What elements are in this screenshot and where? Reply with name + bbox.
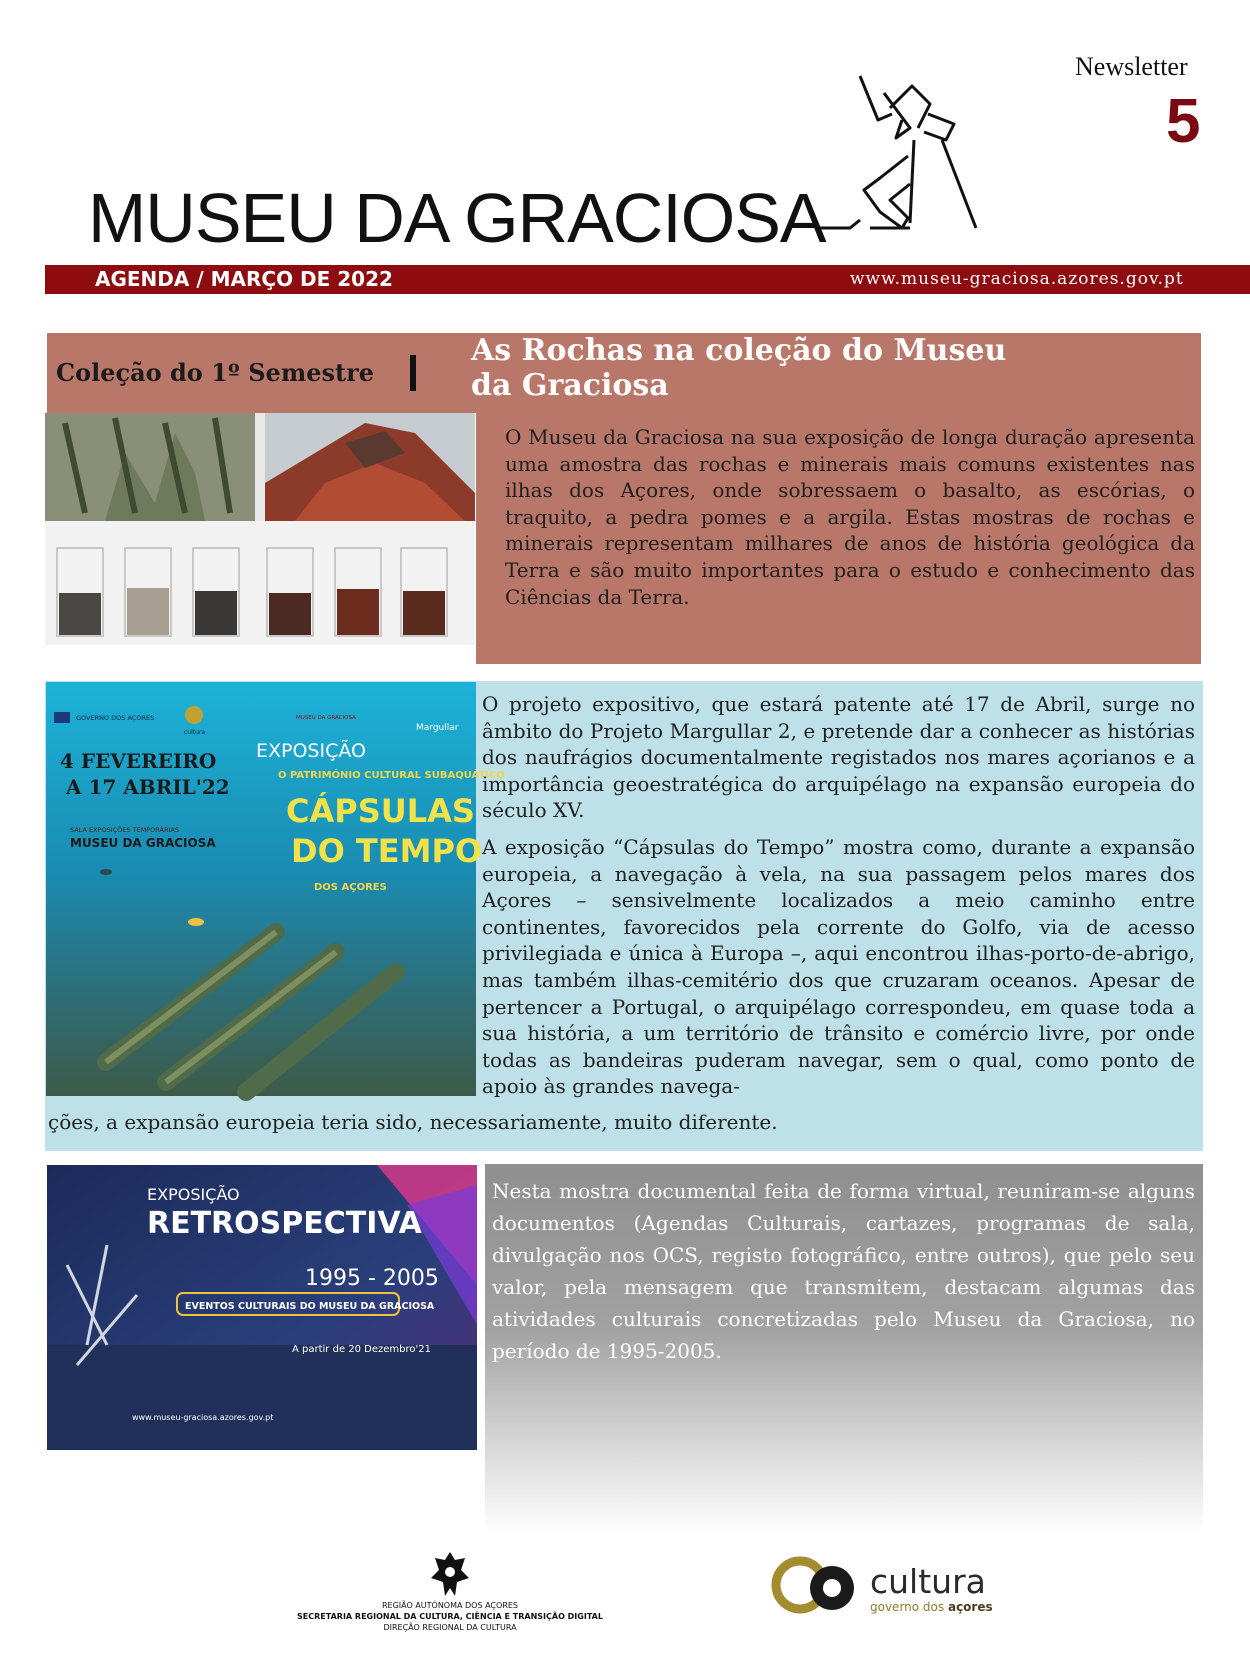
collection-label: Coleção do 1º Semestre <box>56 358 374 387</box>
rocks-photo <box>45 413 475 645</box>
poster-venue: MUSEU DA GRACIOSA <box>70 836 216 850</box>
exhibition-paragraph-tail: ções, a expansão europeia teria sido, necessariamente, muito diferente. <box>48 1110 778 1134</box>
retro-from: A partir de 20 Dezembro'21 <box>292 1344 432 1355</box>
poster-museu-small: MUSEU DA GRACIOSA <box>296 715 356 721</box>
poster-margullar: Margullar <box>416 723 459 733</box>
poster-arc-top: O PATRIMÓNIO CULTURAL SUBAQUÁTICO <box>278 770 505 781</box>
footer-line-1: REGIÃO AUTÓNOMA DOS AÇORES <box>381 1601 519 1610</box>
cultura-subtitle <box>870 1600 993 1614</box>
exhibition-paragraph-2: A exposição “Cápsulas do Tempo” mostra como, durante a expansão europeia, a navegação à vela, na sua passagem pelos mares dos Açores – sensivelmente localizados a meio caminho entre continentes, favorecidos pela corrente do Golfo, via de acesso privilegiada e única à Europa –, aqui encontrou ilhas-porto-de-abrigo, mas também ilhas-cemitério dos que cruzaram oceanos. Apesar de pertencer a Portugal, o arquipélago correspondeu, em quase toda a sua história, a um território de trânsito e comércio livre, por onde todas as bandeiras puderam navegar, sem o qual, como ponto de apoio às grandes navega- <box>482 834 1195 1099</box>
capsulas-poster <box>46 682 505 1096</box>
retrospective-description: Nesta mostra documental feita de forma virtual, reuniram-se alguns documentos (Agendas Culturais, cartazes, programas de sala, divulgação nos OCS, registo fotográfico, entre outros), que pelo seu valor, pela mensagem que transmitem, destacam algumas das atividades culturais concretizadas pelo Museu da Graciosa, no período de 1995-2005. <box>492 1179 1195 1363</box>
retro-title: RETROSPECTIVA <box>147 1206 422 1241</box>
exhibition-paragraph-1: O projeto expositivo, que estará patente até 17 de Abril, surge no âmbito do Projeto Margullar 2, e pretende dar a conhecer as histórias dos naufrágios documentalmente registados nos mares açorianos e a importância geoestratégica do arquipélago na expansão europeia do século XV. <box>482 692 1195 823</box>
poster-date1: 4 FEVEREIRO <box>60 749 217 773</box>
poster-gov: GOVERNO DOS AÇORES <box>76 714 155 722</box>
footer-line-3: DIREÇÃO REGIONAL DA CULTURA <box>383 1623 517 1632</box>
page-title: MUSEU DA GRACIOSA <box>88 179 826 257</box>
agenda-label: AGENDA / MARÇO DE 2022 <box>95 267 393 291</box>
poster-arc-bottom: DOS AÇORES <box>314 882 387 893</box>
retro-exposicao: EXPOSIÇÃO <box>147 1185 240 1204</box>
rocks-title: As Rochas na coleção do Museu da Graciosa <box>471 333 1007 403</box>
rocks-description: O Museu da Graciosa na sua exposição de longa duração apresenta uma amostra das rochas e minerais mais comuns existentes nas ilhas dos Açores, onde sobressaem o basalto, as escórias, o traquito, a pedra pomes e a argila. Estas mostras de rochas e minerais representam milhares de anos de história geológica da Terra e são muito importantes para o estudo e conhecimento das Ciências da Terra. <box>505 425 1195 609</box>
windmill-logo-icon <box>850 68 1010 258</box>
poster-do-tempo: DO TEMPO <box>291 832 483 870</box>
retro-url: www.museu-graciosa.azores.gov.pt <box>132 1413 274 1422</box>
newsletter-label: Newsletter <box>1075 52 1188 81</box>
cultura-governo: governo dos <box>870 1600 945 1614</box>
poster-capsulas: CÁPSULAS <box>286 792 475 830</box>
cultura-acores: açores <box>947 1600 993 1614</box>
divider-bar <box>410 355 416 391</box>
poster-exposicao: EXPOSIÇÃO <box>256 740 366 762</box>
retro-events: EVENTOS CULTURAIS DO MUSEU DA GRACIOSA <box>185 1301 435 1312</box>
retrospectiva-poster <box>47 1165 477 1450</box>
newsletter-number: 5 <box>1166 87 1201 156</box>
footer-line-2: SECRETARIA REGIONAL DA CULTURA, CIÊNCIA E TRANSIÇÃO DIGITAL <box>297 1612 603 1621</box>
retro-years: 1995 - 2005 <box>305 1266 439 1291</box>
poster-date2: A 17 ABRIL'22 <box>66 775 230 799</box>
poster-sala: SALA EXPOSIÇÕES TEMPORÁRIAS <box>70 826 179 834</box>
regional-government-footer <box>290 1600 610 1633</box>
exhibition-text <box>482 691 1195 1110</box>
cultura-word: cultura <box>870 1562 986 1601</box>
website-link[interactable]: www.museu-graciosa.azores.gov.pt <box>850 269 1184 289</box>
azores-crest-icon <box>425 1548 475 1600</box>
poster-cultura: cultura <box>184 729 206 736</box>
